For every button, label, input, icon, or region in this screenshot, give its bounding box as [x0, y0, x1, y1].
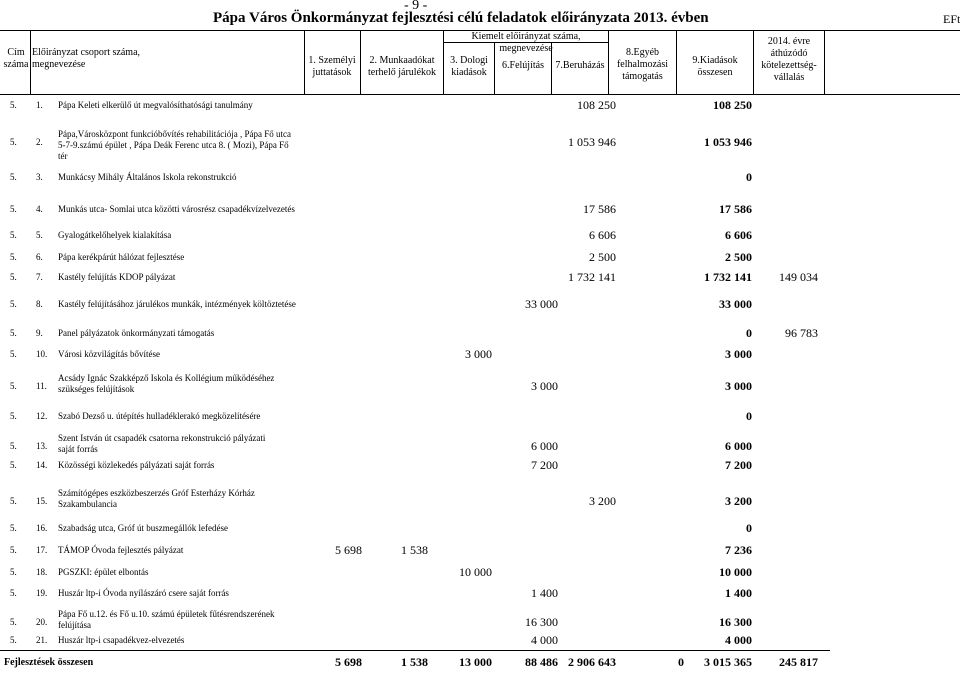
total-c3: 13 000: [459, 655, 492, 669]
row-cim: 5.: [10, 349, 17, 359]
total-c8: 0: [678, 655, 684, 669]
row-c2: 1 538: [401, 543, 428, 557]
row-number: 2.: [36, 137, 43, 147]
row-cim: 5.: [10, 252, 17, 262]
total-c7: 2 906 643: [568, 655, 616, 669]
row-cim: 5.: [10, 588, 17, 598]
row-cim: 5.: [10, 328, 17, 338]
row-total: 6 606: [725, 228, 752, 242]
row-c7: 1 053 946: [568, 135, 616, 149]
row-c7: 2 500: [589, 250, 616, 264]
row-number: 4.: [36, 204, 43, 214]
row-name: Huszár ltp-i csapadékvez-elvezetés: [58, 635, 185, 645]
row-cim: 5.: [10, 411, 17, 421]
row-c6: 1 400: [531, 586, 558, 600]
row-c6: 33 000: [525, 297, 558, 311]
row-total: 0: [746, 170, 752, 184]
row-total: 0: [746, 521, 752, 535]
header-egyeb-felhalmozasi-tamogatas: 8.Egyéb felhalmozási támogatás: [616, 47, 669, 82]
row-c1: 5 698: [335, 543, 362, 557]
row-total: 1 053 946: [704, 135, 752, 149]
header-felujitas: 6.Felújítás: [502, 60, 544, 71]
row-c7: 6 606: [589, 228, 616, 242]
row-cim: 5.: [10, 230, 17, 240]
row-athuzodo: 149 034: [779, 270, 818, 284]
row-cim: 5.: [10, 496, 17, 506]
row-name: Acsády Ignác Szakképző Iskola és Kollégium működéséhez szükséges felújítások: [58, 373, 275, 394]
row-name: Pápa,Városközpont funkcióbővítés rehabilitációja , Pápa Fő utca 5-7-9.számú épület , Pápa Deák Ferenc utca 8. ( Mozi), Pápa Fő tér: [58, 129, 291, 161]
row-number: 13.: [36, 441, 48, 451]
row-name: Pápa kerékpárút hálózat fejlesztése: [58, 252, 185, 262]
row-c7: 1 732 141: [568, 270, 616, 284]
total-c1: 5 698: [335, 655, 362, 669]
row-total: 6 000: [725, 439, 752, 453]
row-total: 0: [746, 326, 752, 340]
row-number: 15.: [36, 496, 48, 506]
total-athuzodo: 245 817: [779, 655, 818, 669]
row-name: Városi közvilágítás bővítése: [58, 349, 160, 359]
row-number: 19.: [36, 588, 48, 598]
row-total: 10 000: [719, 565, 752, 579]
row-cim: 5.: [10, 441, 17, 451]
row-cim: 5.: [10, 204, 17, 214]
row-number: 9.: [36, 328, 43, 338]
header-szemelyi-juttatasok: 1. Személyi juttatások: [308, 55, 356, 78]
row-c7: 108 250: [577, 98, 616, 112]
row-cim: 5.: [10, 545, 17, 555]
row-name: Huszár ltp-i Óvoda nyílászáró csere saját forrás: [58, 588, 229, 598]
row-number: 11.: [36, 381, 47, 391]
row-name: Számítógépes eszközbeszerzés Gróf Esterházy Kórház Szakambulancia: [58, 488, 255, 509]
row-number: 10.: [36, 349, 48, 359]
row-cim: 5.: [10, 172, 17, 182]
header-kiemelt: Kiemelt előirányzat száma, megnevezése: [471, 31, 581, 54]
row-total: 108 250: [713, 98, 752, 112]
row-cim: 5.: [10, 523, 17, 533]
header-beruhazas: 7.Beruházás: [555, 60, 605, 71]
header-kiadasok-osszesen: 9.Kiadások összesen: [692, 55, 738, 78]
row-c6: 3 000: [531, 379, 558, 393]
row-number: 1.: [36, 100, 43, 110]
row-athuzodo: 96 783: [785, 326, 818, 340]
header-cim-szama: Cím száma: [3, 47, 29, 70]
header-dologi-kiadasok: 3. Dologi kiadások: [450, 55, 488, 78]
row-number: 16.: [36, 523, 48, 533]
row-name: Szabadság utca, Gróf út buszmegállók lefedése: [58, 523, 228, 533]
row-name: Munkácsy Mihály Általános Iskola rekonstrukció: [58, 172, 237, 182]
row-cim: 5.: [10, 381, 17, 391]
row-cim: 5.: [10, 617, 17, 627]
row-c3: 3 000: [465, 347, 492, 361]
row-total: 2 500: [725, 250, 752, 264]
header-eloiranyzat-csoport: Előirányzat csoport száma, megnevezése: [32, 47, 141, 70]
row-name: Szabó Dezső u. útépítés hulladéklerakó megközelítésére: [58, 411, 261, 421]
row-c7: 3 200: [589, 494, 616, 508]
row-number: 14.: [36, 460, 48, 470]
row-total: 3 000: [725, 347, 752, 361]
row-total: 7 236: [725, 543, 752, 557]
row-cim: 5.: [10, 299, 17, 309]
row-name: Munkás utca- Somlai utca közötti városrész csapadékvízelvezetés: [58, 204, 295, 214]
row-total: 7 200: [725, 458, 752, 472]
row-name: Pápa Keleti elkerülő út megvalósíthatósági tanulmány: [58, 100, 253, 110]
row-name: Szent István út csapadék csatorna rekonstrukció pályázati saját forrás: [58, 433, 266, 454]
row-name: Kastély felújítás KDOP pályázat: [58, 272, 176, 282]
header-munkaadokat-terhelo-jarulekok: 2. Munkaadókat terhelő járulékok: [367, 55, 437, 78]
row-number: 7.: [36, 272, 43, 282]
row-number: 21.: [36, 635, 48, 645]
row-number: 17.: [36, 545, 48, 555]
row-number: 6.: [36, 252, 43, 262]
row-name: PGSZKI: épület elbontás: [58, 567, 149, 577]
row-cim: 5.: [10, 272, 17, 282]
row-c6: 6 000: [531, 439, 558, 453]
row-cim: 5.: [10, 137, 17, 147]
row-name: Kastély felújításához járulékos munkák, intézmények költöztetése: [58, 299, 296, 309]
row-c7: 17 586: [583, 202, 616, 216]
row-number: 20.: [36, 617, 48, 627]
total-c6: 88 486: [525, 655, 558, 669]
unit-label: EFt: [943, 12, 960, 26]
row-cim: 5.: [10, 635, 17, 645]
row-total: 3 200: [725, 494, 752, 508]
row-name: Gyalogátkelőhelyek kialakítása: [58, 230, 172, 240]
row-total: 33 000: [719, 297, 752, 311]
row-total: 17 586: [719, 202, 752, 216]
row-cim: 5.: [10, 100, 17, 110]
row-total: 0: [746, 409, 752, 423]
row-total: 3 000: [725, 379, 752, 393]
row-c3: 10 000: [459, 565, 492, 579]
row-total: 16 300: [719, 615, 752, 629]
row-name: Közösségi közlekedés pályázati saját forrás: [58, 460, 215, 470]
header-athuzodo-kotelezettseg: 2014. évre áthúzódó kötelezettség-vállalás: [761, 36, 817, 83]
row-name: Panel pályázatok önkormányzati támogatás: [58, 328, 215, 338]
page-title: Pápa Város Önkormányzat fejlesztési célú feladatok előirányzata 2013. évben: [213, 10, 709, 26]
row-total: 4 000: [725, 633, 752, 647]
total-c2: 1 538: [401, 655, 428, 669]
row-c6: 7 200: [531, 458, 558, 472]
row-cim: 5.: [10, 567, 17, 577]
page-number: - 9 -: [404, 0, 428, 13]
row-name: TÁMOP Óvoda fejlesztés pályázat: [58, 545, 184, 555]
total-kiadasok-osszesen: 3 015 365: [704, 655, 752, 669]
row-number: 3.: [36, 172, 43, 182]
row-c6: 16 300: [525, 615, 558, 629]
row-cim: 5.: [10, 460, 17, 470]
row-number: 18.: [36, 567, 48, 577]
row-number: 8.: [36, 299, 43, 309]
row-number: 5.: [36, 230, 43, 240]
row-total: 1 400: [725, 586, 752, 600]
row-name: Pápa Fő u.12. és Fő u.10. számú épületek fűtésrendszerének felújítása: [58, 609, 275, 630]
row-total: 1 732 141: [704, 270, 752, 284]
row-number: 12.: [36, 411, 48, 421]
total-label: Fejlesztések összesen: [4, 657, 94, 668]
row-c6: 4 000: [531, 633, 558, 647]
